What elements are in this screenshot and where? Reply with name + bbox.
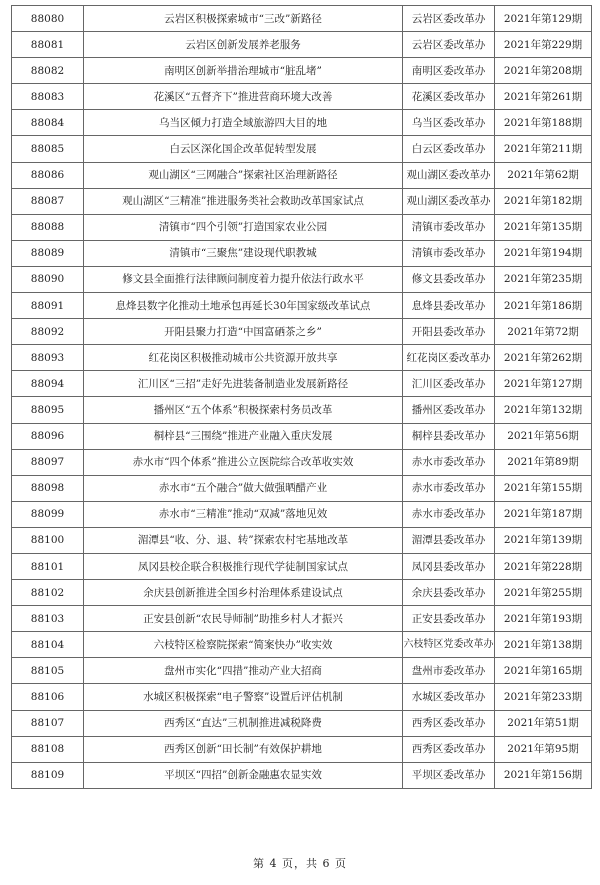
row-title: 余庆县创新推进全国乡村治理体系建设试点	[84, 580, 403, 606]
row-org: 西秀区委改革办	[403, 710, 495, 736]
table-row	[12, 84, 592, 110]
row-issue: 2021年第56期	[495, 423, 592, 449]
row-org: 水城区委改革办	[403, 684, 495, 710]
table-row	[12, 6, 592, 32]
table-row	[12, 214, 592, 240]
table-row	[12, 449, 592, 475]
row-id: 88087	[12, 188, 84, 214]
row-id: 88095	[12, 397, 84, 423]
row-title: 白云区深化国企改革促转型发展	[84, 136, 403, 162]
row-issue: 2021年第193期	[495, 606, 592, 632]
row-id: 88084	[12, 110, 84, 136]
row-title: 红花岗区积极推动城市公共资源开放共享	[84, 345, 403, 371]
row-issue: 2021年第233期	[495, 684, 592, 710]
row-org: 汇川区委改革办	[403, 371, 495, 397]
row-org: 开阳县委改革办	[403, 319, 495, 345]
row-issue: 2021年第211期	[495, 136, 592, 162]
row-id: 88083	[12, 84, 84, 110]
table-row	[12, 110, 592, 136]
row-issue: 2021年第165期	[495, 658, 592, 684]
row-org: 盘州市委改革办	[403, 658, 495, 684]
table-row	[12, 136, 592, 162]
row-org: 凤冈县委改革办	[403, 553, 495, 579]
row-org: 清镇市委改革办	[403, 214, 495, 240]
row-issue: 2021年第132期	[495, 397, 592, 423]
row-org: 桐梓县委改革办	[403, 423, 495, 449]
row-id: 88096	[12, 423, 84, 449]
table-row	[12, 423, 592, 449]
table-row	[12, 527, 592, 553]
table-row	[12, 710, 592, 736]
row-org: 湄潭县委改革办	[403, 527, 495, 553]
row-org: 正安县委改革办	[403, 606, 495, 632]
table-row	[12, 501, 592, 527]
row-issue: 2021年第89期	[495, 449, 592, 475]
row-issue: 2021年第187期	[495, 501, 592, 527]
row-issue: 2021年第72期	[495, 319, 592, 345]
table-row	[12, 240, 592, 266]
row-issue: 2021年第129期	[495, 6, 592, 32]
row-issue: 2021年第155期	[495, 475, 592, 501]
row-id: 88106	[12, 684, 84, 710]
row-title: 南明区创新举措治理城市“脏乱堵”	[84, 58, 403, 84]
row-title: 赤水市“五个融合”做大做强晒醋产业	[84, 475, 403, 501]
row-issue: 2021年第208期	[495, 58, 592, 84]
table-row	[12, 475, 592, 501]
row-org: 红花岗区委改革办	[403, 345, 495, 371]
row-id: 88081	[12, 32, 84, 58]
row-id: 88094	[12, 371, 84, 397]
row-org: 乌当区委改革办	[403, 110, 495, 136]
row-issue: 2021年第186期	[495, 293, 592, 319]
row-title: 凤冈县校企联合积极推行现代学徒制国家试点	[84, 553, 403, 579]
row-title: 清镇市“四个引领”打造国家农业公园	[84, 214, 403, 240]
table-row	[12, 397, 592, 423]
document-table	[11, 5, 592, 789]
row-issue: 2021年第138期	[495, 632, 592, 658]
row-id: 88089	[12, 240, 84, 266]
row-title: 乌当区倾力打造全域旅游四大目的地	[84, 110, 403, 136]
row-org: 赤水市委改革办	[403, 475, 495, 501]
row-title: 云岩区积极探索城市“三改”新路径	[84, 6, 403, 32]
row-issue: 2021年第228期	[495, 553, 592, 579]
row-id: 88093	[12, 345, 84, 371]
row-issue: 2021年第188期	[495, 110, 592, 136]
row-id: 88100	[12, 527, 84, 553]
table-row	[12, 658, 592, 684]
row-title: 六枝特区检察院探索“简案快办”收实效	[84, 632, 403, 658]
row-title: 正安县创新“农民导师制”助推乡村人才振兴	[84, 606, 403, 632]
page-footer: 第 4 页，共 6 页	[253, 857, 347, 870]
table-row	[12, 371, 592, 397]
table-row	[12, 319, 592, 345]
row-issue: 2021年第139期	[495, 527, 592, 553]
row-title: 播州区“五个体系”积极探索村务员改革	[84, 397, 403, 423]
row-issue: 2021年第156期	[495, 762, 592, 788]
row-org: 余庆县委改革办	[403, 580, 495, 606]
row-org: 息烽县委改革办	[403, 293, 495, 319]
row-org: 南明区委改革办	[403, 58, 495, 84]
table-row	[12, 762, 592, 788]
row-title: 清镇市“三聚焦”建设现代职教城	[84, 240, 403, 266]
table-row	[12, 606, 592, 632]
table-row	[12, 32, 592, 58]
row-title: 花溪区“五督齐下”推进营商环境大改善	[84, 84, 403, 110]
row-title: 赤水市“三精准”推动“双减”落地见效	[84, 501, 403, 527]
row-org: 赤水市委改革办	[403, 449, 495, 475]
row-org: 云岩区委改革办	[403, 32, 495, 58]
row-org: 清镇市委改革办	[403, 240, 495, 266]
table-row	[12, 632, 592, 658]
row-id: 88090	[12, 266, 84, 292]
row-issue: 2021年第235期	[495, 266, 592, 292]
row-title: 湄潭县“收、分、退、转”探索农村宅基地改革	[84, 527, 403, 553]
row-issue: 2021年第135期	[495, 214, 592, 240]
row-issue: 2021年第255期	[495, 580, 592, 606]
row-issue: 2021年第194期	[495, 240, 592, 266]
row-id: 88101	[12, 553, 84, 579]
table-row	[12, 162, 592, 188]
row-issue: 2021年第95期	[495, 736, 592, 762]
row-org: 播州区委改革办	[403, 397, 495, 423]
row-org: 平坝区委改革办	[403, 762, 495, 788]
table-row	[12, 553, 592, 579]
table-row	[12, 736, 592, 762]
row-title: 盘州市实化“四措”推动产业大招商	[84, 658, 403, 684]
row-id: 88092	[12, 319, 84, 345]
row-title: 西秀区“直达”三机制推进减税降费	[84, 710, 403, 736]
row-id: 88085	[12, 136, 84, 162]
row-id: 88097	[12, 449, 84, 475]
table-row	[12, 293, 592, 319]
table-row	[12, 345, 592, 371]
row-title: 开阳县聚力打造“中国富硒茶之乡”	[84, 319, 403, 345]
row-title: 息烽县数字化推动土地承包再延长30年国家级改革试点	[84, 293, 403, 319]
row-issue: 2021年第262期	[495, 345, 592, 371]
table-row	[12, 684, 592, 710]
row-title: 平坝区“四招”创新金融惠农显实效	[84, 762, 403, 788]
row-org: 花溪区委改革办	[403, 84, 495, 110]
row-title: 汇川区“三招”走好先进装备制造业发展新路径	[84, 371, 403, 397]
row-title: 桐梓县“三围绕”推进产业融入重庆发展	[84, 423, 403, 449]
row-org: 观山湖区委改革办	[403, 162, 495, 188]
row-org: 修文县委改革办	[403, 266, 495, 292]
row-issue: 2021年第127期	[495, 371, 592, 397]
row-title: 修文县全面推行法律顾问制度着力提升依法行政水平	[84, 266, 403, 292]
row-id: 88088	[12, 214, 84, 240]
row-title: 观山湖区“三网融合”探索社区治理新路径	[84, 162, 403, 188]
row-id: 88108	[12, 736, 84, 762]
row-id: 88103	[12, 606, 84, 632]
row-id: 88080	[12, 6, 84, 32]
row-id: 88104	[12, 632, 84, 658]
table-row	[12, 580, 592, 606]
row-issue: 2021年第51期	[495, 710, 592, 736]
row-id: 88107	[12, 710, 84, 736]
table-body	[12, 6, 592, 789]
row-org: 云岩区委改革办	[403, 6, 495, 32]
row-issue: 2021年第182期	[495, 188, 592, 214]
table-row	[12, 266, 592, 292]
row-id: 88109	[12, 762, 84, 788]
row-id: 88086	[12, 162, 84, 188]
row-org: 观山湖区委改革办	[403, 188, 495, 214]
row-id: 88082	[12, 58, 84, 84]
row-org: 赤水市委改革办	[403, 501, 495, 527]
row-id: 88098	[12, 475, 84, 501]
row-title: 水城区积极探索“电子警察”设置后评估机制	[84, 684, 403, 710]
row-org: 六枝特区党委改革办	[403, 632, 495, 658]
row-id: 88091	[12, 293, 84, 319]
row-id: 88102	[12, 580, 84, 606]
row-title: 西秀区创新“田长制”有效保护耕地	[84, 736, 403, 762]
row-org: 白云区委改革办	[403, 136, 495, 162]
row-title: 云岩区创新发展养老服务	[84, 32, 403, 58]
row-title: 观山湖区“三精准”推进服务类社会救助改革国家试点	[84, 188, 403, 214]
row-issue: 2021年第261期	[495, 84, 592, 110]
table-row	[12, 58, 592, 84]
row-title: 赤水市“四个体系”推进公立医院综合改革收实效	[84, 449, 403, 475]
row-org: 西秀区委改革办	[403, 736, 495, 762]
table-row	[12, 188, 592, 214]
row-id: 88099	[12, 501, 84, 527]
row-issue: 2021年第229期	[495, 32, 592, 58]
row-issue: 2021年第62期	[495, 162, 592, 188]
row-id: 88105	[12, 658, 84, 684]
